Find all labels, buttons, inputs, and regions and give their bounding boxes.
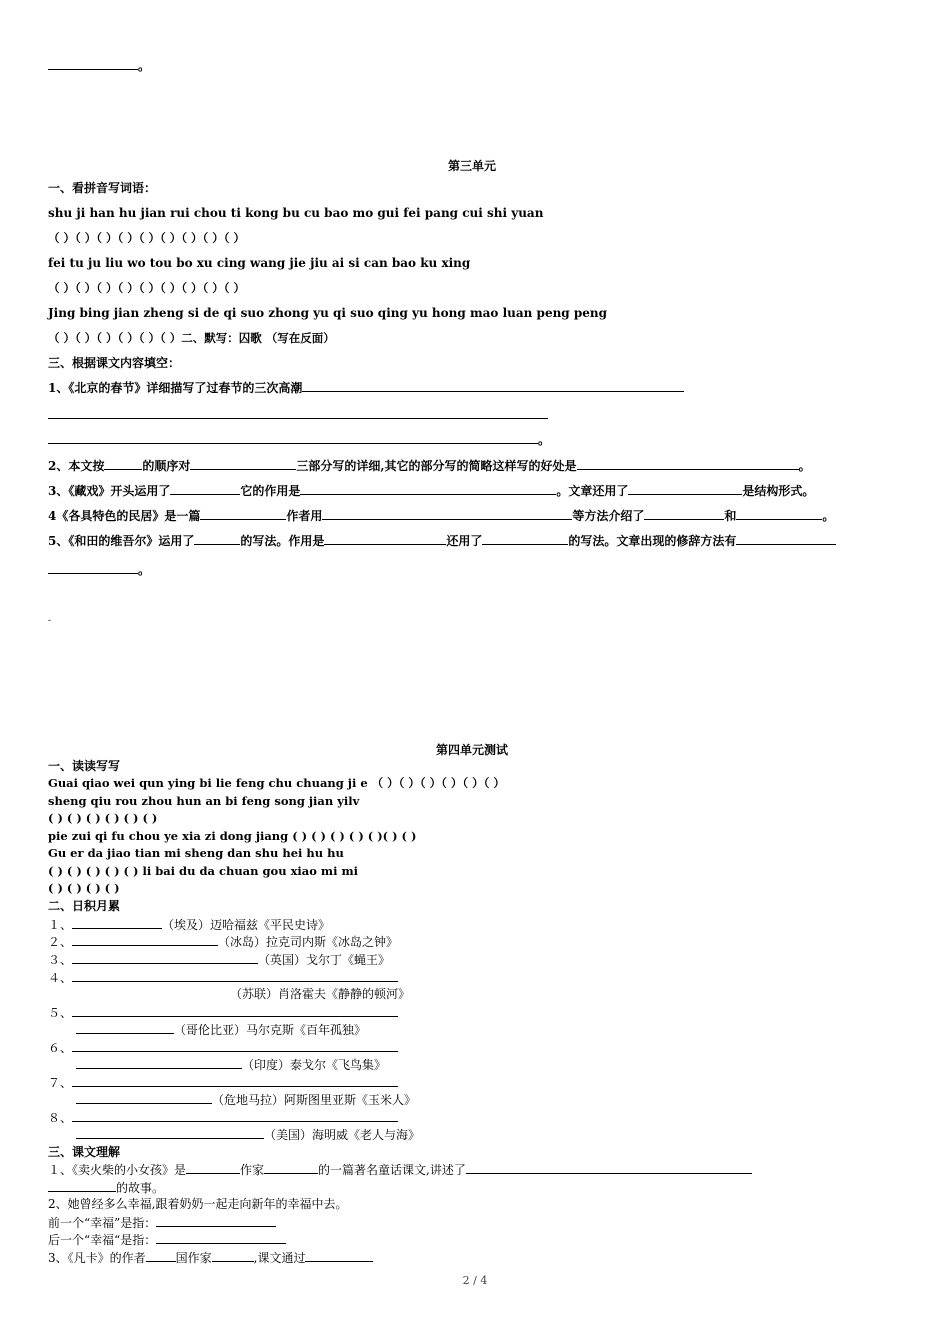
page-number: 2 / 4 [462,1274,488,1287]
blank[interactable] [466,1162,752,1174]
unit3-pinyin-row1: shu ji han hu jian rui chou ti kong bu cu bao mo gui fei pang cui shi yuan [48,206,544,220]
blank[interactable] [48,432,538,444]
blank[interactable] [628,483,742,495]
unit3-sec1-heading: 一、看拼音写词语： [48,181,157,195]
unit4-c2: 2、她曾经多么幸福,跟着奶奶一起走向新年的幸福中去。 [48,1197,348,1211]
unit4-row7[interactable]: ( ) ( ) ( ) ( ) [48,881,120,895]
unit4-c2-a: 前一个“幸福”是指： [48,1215,276,1230]
unit4-row4[interactable]: pie zui qi fu chou ye xia zi dong jiang ( ) ( ) ( ) ( ) ( )( ) ( ) [48,829,417,843]
unit4-c1-line2: 的故事。 [48,1180,164,1195]
unit4-item7-author: （危地马拉）阿斯图里亚斯《玉米人》 [76,1092,416,1107]
unit4-item2: ２、 （冰岛）拉克司内斯《冰岛之钟》 [48,935,399,949]
unit4-item6: ６、 [48,1040,398,1055]
blank[interactable] [72,1110,398,1122]
unit4-row5: Gu er da jiao tian mi sheng dan shu hei hu hu [48,846,344,860]
unit4-row3[interactable]: ( ) ( ) ( ) ( ) ( ) ( ) [48,811,158,825]
blank[interactable] [76,1057,242,1069]
blank[interactable] [72,917,162,929]
unit3-q5: 5、《和田的维吾尔》运用了 的写法。作用是 还用了 的写法。文章出现的修辞方法有 [48,533,836,548]
unit4-item3: ３、 （英国）戈尔丁《蝇王》 [48,953,391,967]
unit4-item5-author: （哥伦比亚）马尔克斯《百年孤独》 [76,1022,366,1037]
blank[interactable] [72,1040,398,1052]
unit3-paren-row2[interactable]: （ ）（ ）（ ）（ ）（ ）（ ）（ ）（ ）（ ） [48,281,246,295]
blank[interactable] [736,508,822,520]
blank[interactable] [48,562,138,574]
unit3-paren-row3[interactable]: （ ）（ ）（ ）（ ）（ ）（ ）二、默写：囚歌 （写在反面） [48,331,335,345]
unit4-row1[interactable]: Guai qiao wei qun ying bi lie feng chu chuang ji e （ ）（ ）（ ）（ ）（ ）（ ） [48,776,505,790]
blank[interactable] [72,970,398,982]
blank[interactable] [736,533,836,545]
unit4-item4-author: （苏联）肖洛霍夫《静静的顿河》 [230,987,411,1001]
unit3-title: 第三单元 [448,159,497,173]
unit4-sec1-heading: 一、读读写写 [48,759,121,773]
blank[interactable] [577,458,799,470]
blank[interactable] [76,1127,264,1139]
blank[interactable] [200,508,286,520]
blank[interactable] [72,1005,398,1017]
unit3-q5-line2: 。 [48,562,150,577]
blank[interactable] [76,1092,212,1104]
blank[interactable] [482,533,568,545]
unit4-c3: 3、《凡卡》的作者 国作家 ,课文通过 [48,1250,373,1265]
blank[interactable] [48,1180,116,1192]
unit4-item8: ８、 [48,1110,398,1125]
unit4-item8-author: （美国）海明威《老人与海》 [76,1127,420,1142]
unit3-pinyin-row2: fei tu ju liu wo tou bo xu cing wang jie jiu ai si can bao ku xing [48,256,471,270]
unit3-q1-line2[interactable] [48,418,548,419]
unit4-item6-author: （印度）泰戈尔《飞鸟集》 [76,1057,386,1072]
blank[interactable] [72,1075,398,1087]
unit3-sec3-heading: 三、根据课文内容填空： [48,356,181,370]
blank[interactable] [264,1162,318,1174]
blank[interactable] [324,533,446,545]
blank[interactable] [76,1022,174,1034]
unit4-row6[interactable]: ( ) ( ) ( ) ( ) ( ) li bai du da chuan gou xiao mi mi [48,864,359,878]
unit4-sec2-heading: 二、日积月累 [48,899,121,913]
unit3-paren-row1[interactable]: （ ）（ ）（ ）（ ）（ ）（ ）（ ）（ ）（ ） [48,231,246,245]
unit4-c1: １、《卖火柴的小女孩》是 作家 的一篇著名童话课文,讲述了 [48,1162,752,1177]
blank[interactable] [190,458,296,470]
blank[interactable] [194,533,240,545]
unit3-pinyin-row3: Jing bing jian zheng si de qi suo zhong yu qi suo qing yu hong mao luan peng peng [48,306,608,320]
unit4-item5: ５、 [48,1005,398,1020]
blank[interactable] [305,1250,373,1262]
blank[interactable] [300,483,556,495]
blank[interactable] [212,1250,254,1262]
unit3-q1: 1、《北京的春节》详细描写了过春节的三次高潮 [48,380,684,395]
unit4-item7: ７、 [48,1075,398,1090]
unit4-c2-b: 后一个“幸福“是指： [48,1232,286,1247]
blank[interactable] [156,1232,286,1244]
blank[interactable] [156,1215,276,1227]
unit4-sec3-heading: 三、课文理解 [48,1145,121,1159]
top-fill-line: 。 [48,58,150,73]
unit3-q1-line3: 。 [48,432,550,447]
unit4-row2: sheng qiu rou zhou hun an bi feng song jian yilv [48,794,360,808]
unit3-q2: 2、本文按 的顺序对 三部分写的详细,其它的部分写的简略这样写的好处是 。 [48,459,811,473]
blank[interactable] [48,58,138,70]
blank[interactable] [104,458,142,470]
blank[interactable] [146,1250,176,1262]
unit4-item1: １、 （埃及）迈哈福兹《平民史诗》 [48,918,331,932]
blank[interactable] [72,934,218,946]
blank[interactable] [170,483,240,495]
unit3-q3: 3、《藏戏》开头运用了 它的作用是 。文章还用了 是结构形式。 [48,484,815,498]
blank[interactable] [644,508,724,520]
unit3-q4: 4《各具特色的民居》是一篇 作者用 等方法介绍了 和 。 [48,509,835,523]
unit4-item4: ４、 [48,970,398,985]
stray-dash: - [48,616,52,626]
blank[interactable] [186,1162,240,1174]
blank[interactable] [72,952,258,964]
blank[interactable] [302,380,684,392]
unit4-title: 第四单元测试 [436,743,509,757]
blank[interactable] [322,508,572,520]
